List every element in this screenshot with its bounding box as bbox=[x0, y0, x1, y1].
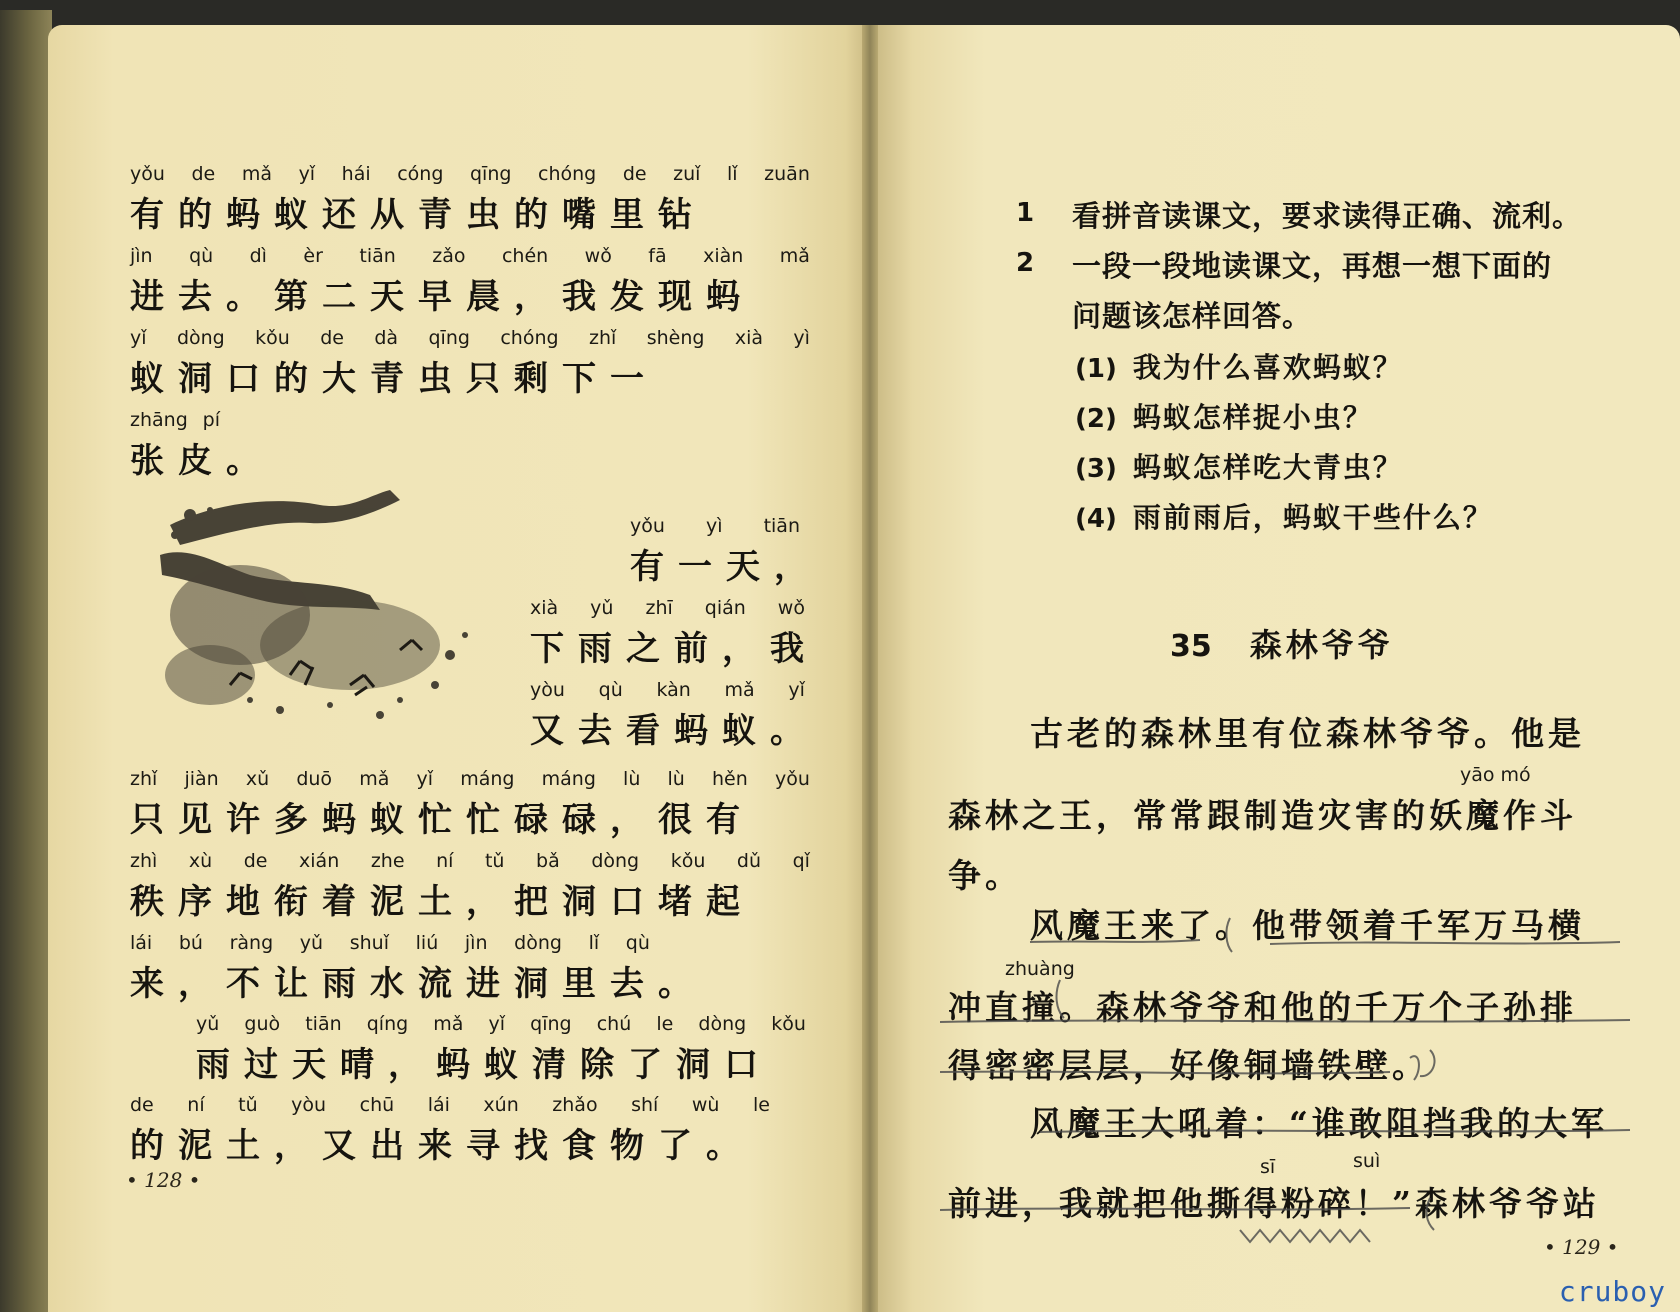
pinyin-syllable: dòng bbox=[591, 850, 640, 872]
pinyin-syllable: xǔ bbox=[245, 768, 270, 790]
pinyin-text-line bbox=[130, 850, 810, 934]
pinyin-syllable: tiān bbox=[763, 515, 800, 537]
question-item bbox=[1075, 496, 1493, 536]
pinyin-text-line bbox=[196, 1013, 806, 1097]
watermark: cruboy bbox=[1558, 1275, 1666, 1308]
pinyin-syllable: de bbox=[622, 163, 647, 185]
pinyin-syllable: qīng bbox=[469, 163, 512, 185]
pinyin-syllable: mǎ bbox=[779, 245, 810, 267]
pinyin-syllable: qù bbox=[189, 245, 214, 267]
pinyin-syllable: zǎo bbox=[432, 245, 466, 267]
pinyin-syllable: liú bbox=[415, 932, 439, 954]
pinyin-syllable: kǒu bbox=[670, 850, 706, 872]
pinyin-text-line bbox=[130, 768, 810, 852]
pinyin-text-line bbox=[630, 515, 822, 599]
pinyin-annotation: sī bbox=[1260, 1156, 1276, 1178]
pinyin-syllable: yǐ bbox=[298, 163, 316, 185]
pinyin-syllable: yǒu bbox=[130, 163, 165, 185]
pinyin-syllable: le bbox=[753, 1094, 770, 1116]
pinyin-row bbox=[130, 1094, 770, 1116]
pinyin-syllable: shí bbox=[631, 1094, 659, 1116]
pinyin-syllable: yòu bbox=[291, 1094, 327, 1116]
pinyin-syllable: xián bbox=[299, 850, 340, 872]
lesson-paragraph-line: 森林之王，常常跟制造灾害的妖魔作斗 bbox=[948, 796, 1577, 835]
pinyin-syllable: xiàn bbox=[703, 245, 744, 267]
pinyin-row bbox=[196, 1013, 806, 1035]
pinyin-syllable: máng bbox=[541, 768, 596, 790]
question-text: 蚂蚁怎样捉小虫？ bbox=[1132, 401, 1373, 434]
pinyin-syllable: zhāng bbox=[130, 409, 188, 431]
pinyin-syllable: yǐ bbox=[788, 679, 805, 701]
pinyin-syllable: wǒ bbox=[584, 245, 612, 267]
pinyin-syllable: jìn bbox=[130, 245, 153, 267]
pinyin-syllable: dòng bbox=[698, 1013, 747, 1035]
pinyin-syllable: tǔ bbox=[484, 850, 505, 872]
pinyin-syllable: dòng bbox=[176, 327, 225, 349]
pinyin-syllable: zhī bbox=[645, 597, 673, 619]
pinyin-row bbox=[130, 245, 810, 267]
pinyin-syllable: jiàn bbox=[184, 768, 219, 790]
pinyin-syllable: de bbox=[320, 327, 344, 349]
pinyin-syllable: qíng bbox=[366, 1013, 409, 1035]
pinyin-syllable: chóng bbox=[500, 327, 559, 349]
pinyin-syllable: de bbox=[243, 850, 268, 872]
page-edges bbox=[0, 10, 52, 1312]
lesson-title: 森林爷爷 bbox=[1249, 626, 1394, 664]
pinyin-syllable: xún bbox=[483, 1094, 519, 1116]
pinyin-syllable: yì bbox=[793, 327, 810, 349]
pinyin-syllable: xià bbox=[530, 597, 559, 619]
exercise-text: 一段一段地读课文，再想一想下面的 bbox=[1072, 249, 1553, 283]
chinese-text: 雨过天晴，蚂蚁清除了洞口 bbox=[196, 1045, 772, 1085]
pinyin-syllable: le bbox=[656, 1013, 674, 1035]
pinyin-syllable: de bbox=[191, 163, 216, 185]
pinyin-row bbox=[130, 768, 810, 790]
book-gutter bbox=[862, 25, 878, 1312]
page-number-right: • 129 • bbox=[1544, 1235, 1619, 1259]
pinyin-syllable: chén bbox=[501, 245, 549, 267]
pinyin-syllable: lǐ bbox=[727, 163, 738, 185]
chinese-text: 秩序地衔着泥土，把洞口堵起 bbox=[130, 882, 754, 922]
pinyin-syllable: pí bbox=[202, 409, 220, 431]
pinyin-row bbox=[630, 515, 800, 537]
lesson-paragraph-line: 风魔王大吼着：“谁敢阻挡我的大军 bbox=[1030, 1104, 1608, 1143]
pinyin-syllable: fā bbox=[648, 245, 667, 267]
lesson-paragraph-line: 争。 bbox=[948, 856, 1022, 895]
pinyin-syllable: tiān bbox=[305, 1013, 342, 1035]
pinyin-row bbox=[130, 932, 650, 954]
question-item bbox=[1075, 446, 1403, 486]
pinyin-syllable: yòu bbox=[530, 679, 565, 701]
lesson-paragraph-line: 得密密层层，好像铜墙铁壁。 bbox=[948, 1046, 1429, 1085]
pinyin-syllable: zhì bbox=[130, 850, 158, 872]
pinyin-syllable: dì bbox=[249, 245, 267, 267]
pinyin-syllable: mǎ bbox=[359, 768, 390, 790]
pinyin-syllable: zhe bbox=[370, 850, 405, 872]
pinyin-syllable: kàn bbox=[656, 679, 691, 701]
pinyin-syllable: wù bbox=[691, 1094, 720, 1116]
pinyin-syllable: máng bbox=[460, 768, 515, 790]
chinese-text: 有的蚂蚁还从青虫的嘴里钻 bbox=[130, 195, 706, 235]
question-text: 蚂蚁怎样吃大青虫？ bbox=[1132, 451, 1403, 484]
pinyin-syllable: mǎ bbox=[724, 679, 755, 701]
pinyin-syllable: cóng bbox=[397, 163, 444, 185]
pinyin-row bbox=[530, 679, 805, 701]
pinyin-syllable: duō bbox=[296, 768, 333, 790]
pinyin-syllable: lù bbox=[623, 768, 641, 790]
pinyin-syllable: mǎ bbox=[433, 1013, 464, 1035]
pinyin-syllable: qián bbox=[704, 597, 746, 619]
pinyin-syllable: chū bbox=[359, 1094, 395, 1116]
pinyin-syllable: chú bbox=[596, 1013, 632, 1035]
pinyin-syllable: ní bbox=[187, 1094, 205, 1116]
exercise-text: 看拼音读课文，要求读得正确、流利。 bbox=[1072, 199, 1583, 233]
ants-illustration bbox=[150, 485, 500, 725]
lesson-number: 35 bbox=[1170, 629, 1212, 664]
pinyin-syllable: qīng bbox=[428, 327, 470, 349]
pinyin-syllable: shuǐ bbox=[349, 932, 389, 954]
pinyin-syllable: dà bbox=[374, 327, 399, 349]
pinyin-syllable: kǒu bbox=[771, 1013, 806, 1035]
question-number: (4) bbox=[1075, 504, 1117, 534]
pinyin-syllable: tǔ bbox=[238, 1094, 258, 1116]
pinyin-syllable: zuǐ bbox=[673, 163, 701, 185]
pinyin-syllable: shèng bbox=[646, 327, 705, 349]
pinyin-syllable: yǐ bbox=[130, 327, 147, 349]
pinyin-syllable: de bbox=[130, 1094, 154, 1116]
pinyin-syllable: zuān bbox=[764, 163, 810, 185]
chinese-text: 来，不让雨水流进洞里去。 bbox=[130, 964, 706, 1004]
pinyin-syllable: èr bbox=[303, 245, 323, 267]
pinyin-text-line bbox=[130, 409, 274, 493]
lesson-heading bbox=[1170, 620, 1394, 666]
pinyin-syllable: qǐ bbox=[792, 850, 810, 872]
pinyin-syllable: bú bbox=[178, 932, 203, 954]
pinyin-text-line bbox=[130, 245, 810, 329]
pinyin-row bbox=[130, 163, 810, 185]
chinese-text: 进去。第二天早晨，我发现蚂 bbox=[130, 277, 754, 317]
pinyin-syllable: yǔ bbox=[299, 932, 324, 954]
question-text: 雨前雨后，蚂蚁干些什么？ bbox=[1132, 501, 1493, 534]
lesson-paragraph-line: 冲直撞。森林爷爷和他的千万个子孙排 bbox=[948, 988, 1577, 1027]
pinyin-syllable: zhǐ bbox=[130, 768, 158, 790]
pinyin-text-line bbox=[130, 1094, 770, 1178]
lesson-paragraph-line: 风魔王来了。他带领着千军万马横 bbox=[1030, 906, 1585, 945]
pinyin-syllable: lái bbox=[427, 1094, 450, 1116]
pinyin-row bbox=[530, 597, 805, 619]
exercise-number: 2 bbox=[1016, 248, 1035, 278]
exercise-text: 问题该怎样回答。 bbox=[1072, 299, 1313, 333]
chinese-text: 有一天， bbox=[630, 547, 822, 587]
chinese-text: 下雨之前，我 bbox=[530, 629, 818, 669]
pinyin-row bbox=[130, 327, 810, 349]
question-number: (1) bbox=[1075, 354, 1117, 384]
question-text: 我为什么喜欢蚂蚁？ bbox=[1132, 351, 1403, 384]
pinyin-text-line bbox=[130, 163, 810, 247]
chinese-text: 蚁洞口的大青虫只剩下一 bbox=[130, 359, 658, 399]
pinyin-text-line bbox=[130, 327, 810, 411]
pinyin-syllable: lù bbox=[667, 768, 685, 790]
pinyin-syllable: jìn bbox=[464, 932, 488, 954]
pinyin-syllable: zhǐ bbox=[588, 327, 617, 349]
pinyin-syllable: wǒ bbox=[777, 597, 805, 619]
pinyin-syllable: hěn bbox=[712, 768, 748, 790]
pinyin-row bbox=[130, 850, 810, 872]
page-number-left: • 128 • bbox=[126, 1168, 201, 1192]
pinyin-syllable: qù bbox=[625, 932, 650, 954]
pinyin-syllable: yǐ bbox=[488, 1013, 506, 1035]
pinyin-syllable: zhǎo bbox=[552, 1094, 598, 1116]
pinyin-syllable: dǔ bbox=[736, 850, 762, 872]
question-number: (3) bbox=[1075, 454, 1117, 484]
pinyin-text-line bbox=[130, 932, 706, 1016]
pinyin-syllable: kǒu bbox=[255, 327, 290, 349]
question-item bbox=[1075, 346, 1403, 386]
pinyin-syllable: yǒu bbox=[774, 768, 810, 790]
pinyin-syllable: bǎ bbox=[536, 850, 560, 872]
pinyin-syllable: yǔ bbox=[196, 1013, 220, 1035]
pinyin-syllable: tiān bbox=[359, 245, 396, 267]
pinyin-syllable: yǒu bbox=[630, 515, 665, 537]
pinyin-syllable: ní bbox=[436, 850, 454, 872]
pinyin-syllable: xià bbox=[734, 327, 763, 349]
pinyin-syllable: guò bbox=[244, 1013, 281, 1035]
pinyin-syllable: hái bbox=[341, 163, 371, 185]
chinese-text: 只见许多蚂蚁忙忙碌碌，很有 bbox=[130, 800, 754, 840]
pinyin-annotation: suì bbox=[1353, 1150, 1381, 1172]
pinyin-syllable: yǐ bbox=[416, 768, 434, 790]
pinyin-annotation: yāo mó bbox=[1460, 764, 1531, 786]
pinyin-syllable: ràng bbox=[229, 932, 274, 954]
chinese-text: 又去看蚂蚁。 bbox=[530, 711, 818, 751]
pinyin-syllable: chóng bbox=[538, 163, 597, 185]
pinyin-syllable: lǐ bbox=[588, 932, 600, 954]
pinyin-syllable: yǔ bbox=[590, 597, 614, 619]
pinyin-syllable: lái bbox=[130, 932, 153, 954]
pinyin-syllable: yì bbox=[705, 515, 723, 537]
chinese-text: 张皮。 bbox=[130, 441, 274, 481]
pinyin-syllable: dòng bbox=[514, 932, 562, 954]
chinese-text: 的泥土，又出来寻找食物了。 bbox=[130, 1126, 754, 1166]
question-item bbox=[1075, 396, 1373, 436]
pinyin-row bbox=[130, 409, 220, 431]
pinyin-text-line bbox=[530, 679, 818, 763]
question-number: (2) bbox=[1075, 404, 1117, 434]
lesson-paragraph-line: 古老的森林里有位森林爷爷。他是 bbox=[1030, 714, 1585, 753]
pinyin-syllable: qù bbox=[598, 679, 623, 701]
lesson-paragraph-line: 前进，我就把他撕得粉碎！”森林爷爷站 bbox=[948, 1184, 1600, 1223]
exercise-number: 1 bbox=[1016, 198, 1035, 228]
pinyin-annotation: zhuàng bbox=[1005, 958, 1075, 980]
pinyin-syllable: xù bbox=[188, 850, 213, 872]
pinyin-syllable: mǎ bbox=[241, 163, 272, 185]
pinyin-syllable: qīng bbox=[530, 1013, 572, 1035]
pinyin-text-line bbox=[530, 597, 818, 681]
